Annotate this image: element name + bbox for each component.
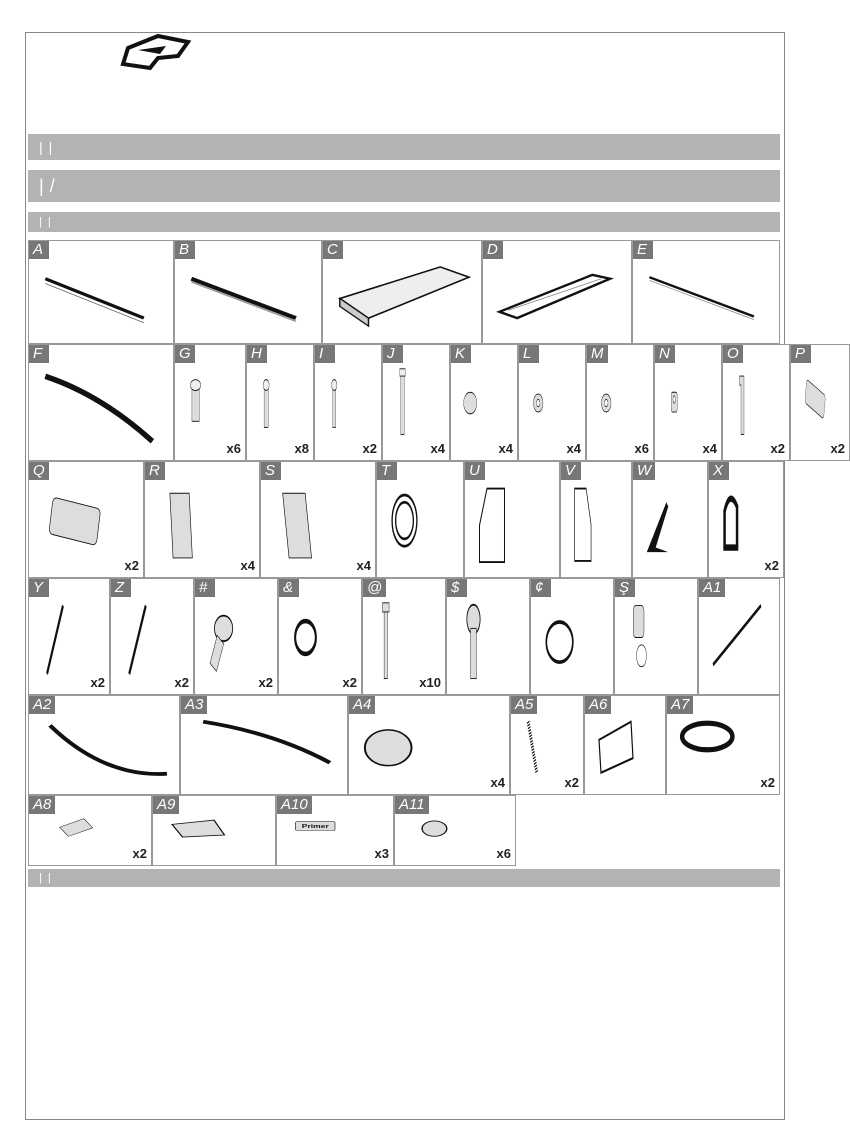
- component-illustration: [573, 484, 619, 565]
- component-a7: [666, 695, 780, 795]
- component-a2: [28, 695, 180, 795]
- component-illustration: [395, 367, 437, 448]
- component-quantity: x4: [498, 441, 513, 456]
- product-band: | |: [28, 134, 780, 160]
- components-band: | |: [28, 212, 780, 232]
- component-amp: [278, 578, 362, 695]
- component-letter: C: [323, 241, 343, 259]
- component-d: [482, 240, 632, 344]
- component-dollar: [446, 578, 530, 695]
- component-letter: B: [175, 241, 195, 259]
- component-illustration: [41, 818, 139, 856]
- component-g: [174, 344, 246, 461]
- component-letter: Ş: [615, 579, 635, 597]
- component-hash: [194, 578, 278, 695]
- component-u: [464, 461, 560, 578]
- component-l: [518, 344, 586, 461]
- component-letter: &: [279, 579, 299, 597]
- component-c: [322, 240, 482, 344]
- component-letter: #: [195, 579, 215, 597]
- component-illustration: [599, 367, 641, 448]
- component-j: [382, 344, 450, 461]
- component-letter: A6: [585, 696, 611, 714]
- component-letter: A8: [29, 796, 55, 814]
- component-illustration: [407, 818, 503, 856]
- component-illustration: [477, 484, 547, 567]
- component-letter: A10: [277, 796, 312, 814]
- component-illustration: [361, 718, 497, 785]
- tools-grid: [28, 889, 780, 1086]
- component-illustration: [645, 484, 695, 566]
- component-a1: [698, 578, 780, 695]
- component-illustration: [667, 367, 709, 448]
- component-n: [654, 344, 722, 461]
- component-quantity: x2: [362, 441, 377, 456]
- component-letter: O: [723, 345, 743, 363]
- component-b: [174, 240, 322, 344]
- component-illustration: [123, 601, 181, 683]
- component-letter: E: [633, 241, 653, 259]
- component-illustration: [735, 367, 777, 448]
- component-quantity: x4: [490, 775, 505, 790]
- component-quantity: x2: [764, 558, 779, 573]
- component-w: [632, 461, 708, 578]
- component-a11: [394, 795, 516, 866]
- component-illustration: [711, 601, 767, 683]
- component-letter: M: [587, 345, 608, 363]
- component-p: [790, 344, 850, 461]
- component-illustration: [41, 601, 97, 683]
- component-e: [632, 240, 780, 344]
- component-letter: X: [709, 462, 729, 480]
- component-quantity: x6: [496, 846, 511, 861]
- component-letter: H: [247, 345, 267, 363]
- component-letter: D: [483, 241, 503, 259]
- component-t: [376, 461, 464, 578]
- component-x: [708, 461, 784, 578]
- component-illustration: [187, 367, 233, 448]
- component-a8: [28, 795, 152, 866]
- component-letter: V: [561, 462, 581, 480]
- component-quantity: x2: [342, 675, 357, 690]
- component-letter: U: [465, 462, 485, 480]
- component-letter: P: [791, 345, 811, 363]
- component-quantity: x2: [258, 675, 273, 690]
- component-letter: T: [377, 462, 397, 480]
- component-quantity: x4: [702, 441, 717, 456]
- component-illustration: [41, 263, 161, 334]
- component-f: [28, 344, 174, 461]
- component-illustration: [41, 718, 167, 785]
- component-a4: [348, 695, 510, 795]
- component-quantity: x2: [770, 441, 785, 456]
- component-illustration: [597, 718, 653, 784]
- component-a10: [276, 795, 394, 866]
- component-letter: Y: [29, 579, 49, 597]
- component-letter: L: [519, 345, 539, 363]
- component-letter: K: [451, 345, 471, 363]
- component-illustration: [627, 601, 685, 683]
- component-illustration: [165, 818, 263, 856]
- component-illustration: [259, 367, 301, 448]
- component-illustration: [645, 263, 767, 334]
- component-quantity: x2: [760, 775, 775, 790]
- component-illustration: [495, 263, 619, 334]
- component-quantity: x6: [226, 441, 241, 456]
- component-cent: [530, 578, 614, 695]
- component-quantity: x2: [132, 846, 147, 861]
- component-quantity: x4: [566, 441, 581, 456]
- component-i: [314, 344, 382, 461]
- component-quantity: x4: [240, 558, 255, 573]
- svg-text:Primer: Primer: [301, 823, 329, 830]
- keko-logo: [38, 34, 258, 104]
- component-a9: [152, 795, 276, 866]
- component-illustration: [721, 484, 771, 566]
- tools-band: | |: [28, 869, 780, 887]
- component-illustration: [543, 601, 601, 683]
- component-a3: [180, 695, 348, 795]
- component-a5: [510, 695, 584, 795]
- component-letter: A1: [699, 579, 725, 597]
- component-letter: @: [363, 579, 386, 597]
- component-y: [28, 578, 110, 695]
- component-letter: A3: [181, 696, 207, 714]
- component-quantity: x2: [124, 558, 139, 573]
- component-illustration: [187, 263, 309, 334]
- component-quantity: x2: [174, 675, 189, 690]
- component-letter: A11: [395, 796, 429, 814]
- component-illustration: [523, 718, 571, 783]
- component-letter: A2: [29, 696, 55, 714]
- component-letter: A7: [667, 696, 693, 714]
- component-z: [110, 578, 194, 695]
- component-illustration: [335, 263, 469, 334]
- component-letter: R: [145, 462, 165, 480]
- component-a: [28, 240, 174, 344]
- component-illustration: [375, 601, 433, 683]
- component-k: [450, 344, 518, 461]
- component-illustration: [193, 718, 335, 785]
- component-quantity: x2: [90, 675, 105, 690]
- component-illustration: [41, 484, 131, 567]
- component-illustration: [531, 367, 573, 448]
- component-letter: F: [29, 345, 49, 363]
- component-illustration: [157, 484, 247, 567]
- component-letter: ¢: [531, 579, 551, 597]
- component-m: [586, 344, 654, 461]
- component-illustration: [803, 367, 837, 439]
- component-r: [144, 461, 260, 578]
- component-quantity: x4: [356, 558, 371, 573]
- component-illustration: [273, 484, 363, 567]
- component-letter: A4: [349, 696, 375, 714]
- component-at: [362, 578, 446, 695]
- component-q: [28, 461, 144, 578]
- component-v: [560, 461, 632, 578]
- component-letter: J: [383, 345, 403, 363]
- component-illustration: [289, 818, 381, 856]
- component-letter: Z: [111, 579, 131, 597]
- component-illustration: [463, 367, 505, 448]
- component-letter: G: [175, 345, 195, 363]
- component-letter: A9: [153, 796, 179, 814]
- component-quantity: x2: [830, 441, 845, 456]
- component-quantity: x2: [564, 775, 579, 790]
- component-s: [260, 461, 376, 578]
- model-band: | /: [28, 170, 780, 202]
- component-letter: N: [655, 345, 675, 363]
- component-letter: $: [447, 579, 467, 597]
- component-letter: A: [29, 241, 49, 259]
- component-illustration: [459, 601, 517, 683]
- component-quantity: x10: [419, 675, 441, 690]
- component-letter: I: [315, 345, 335, 363]
- component-quantity: x3: [374, 846, 389, 861]
- component-letter: S: [261, 462, 281, 480]
- components-grid: [28, 240, 845, 866]
- component-letter: Q: [29, 462, 49, 480]
- component-illustration: [389, 484, 451, 566]
- component-quantity: x8: [294, 441, 309, 456]
- component-h: [246, 344, 314, 461]
- component-illustration: [41, 367, 161, 451]
- component-o: [722, 344, 790, 461]
- component-illustration: [207, 601, 265, 683]
- component-letter: A5: [511, 696, 537, 714]
- component-quantity: x4: [430, 441, 445, 456]
- component-illustration: [291, 601, 349, 683]
- component-illustration: [327, 367, 369, 448]
- component-quantity: x6: [634, 441, 649, 456]
- component-illustration: [679, 718, 767, 784]
- component-a6: [584, 695, 666, 795]
- component-letter: W: [633, 462, 655, 480]
- component-s-cedilla: [614, 578, 698, 695]
